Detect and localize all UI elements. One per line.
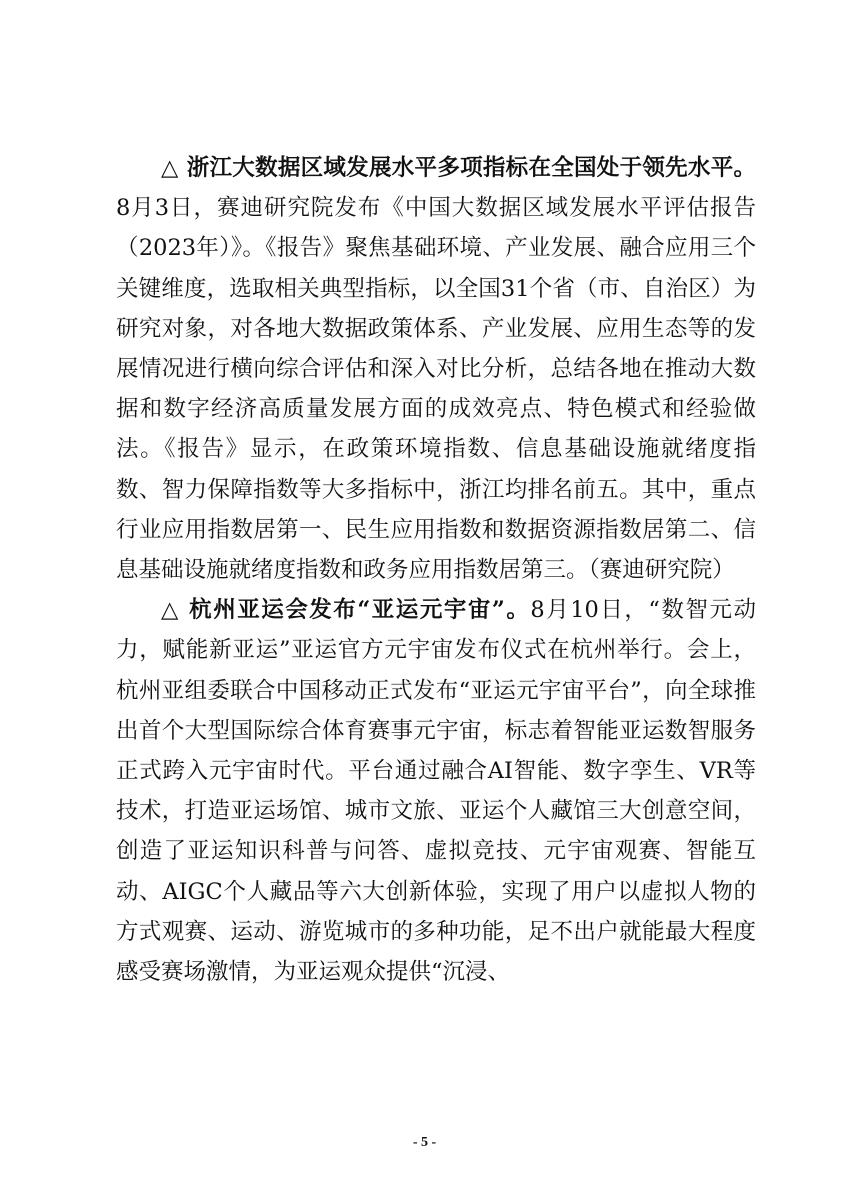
news-item-asian-games-metaverse: [116, 590, 756, 992]
news-item-text: 8月3日，赛迪研究院发布《中国大数据区域发展水平评估报告（2023年）》。《报告》聚焦基础环境、产业发展、融合应用三个关键维度，选取相关典型指标，以全国31个省（市、自治区）为研究对象，对各地大数据政策体系、产业发展、应用生态等的发展情况进行横向综合评估和深入对比分析，总结各地在推动大数据和数字经济高质量发展方面的成效亮点、特色模式和经验做法。《报告》显示，在政策环境指数、信息基础设施就绪度指数、智力保障指数等大多指标中，浙江均排名前五。其中，重点行业应用指数居第一、民生应用指数和数据资源指数居第二、信息基础设施就绪度指数和政务应用指数居第三。（赛迪研究院）: [116, 195, 756, 584]
news-item-headline: △ 浙江大数据区域发展水平多项指标在全国处于领先水平。: [161, 155, 756, 181]
document-body: [116, 148, 756, 992]
news-item-big-data: [116, 148, 756, 590]
news-item-headline: △ 杭州亚运会发布“亚运元宇宙”。: [161, 597, 531, 624]
page-number: - 5 -: [412, 1135, 437, 1150]
news-item-text: 8月10日，“数智元动力，赋能新亚运”亚运官方元宇宙发布仪式在杭州举行。会上，杭州亚组委联合中国移动正式发布“亚运元宇宙平台”，向全球推出首个大型国际综合体育赛事元宇宙，标志着智能亚运数智服务正式跨入元宇宙时代。平台通过融合AI智能、数字孪生、VR等技术，打造亚运场馆、城市文旅、亚运个人藏馆三大创意空间，创造了亚运知识科普与问答、虚拟竞技、元宇宙观赛、智能互动、AIGC个人藏品等六大创新体验，实现了用户以虚拟人物的方式观赛、运动、游览城市的多种功能，足不出户就能最大程度感受赛场激情，为亚运观众提供“沉浸、: [116, 597, 756, 986]
